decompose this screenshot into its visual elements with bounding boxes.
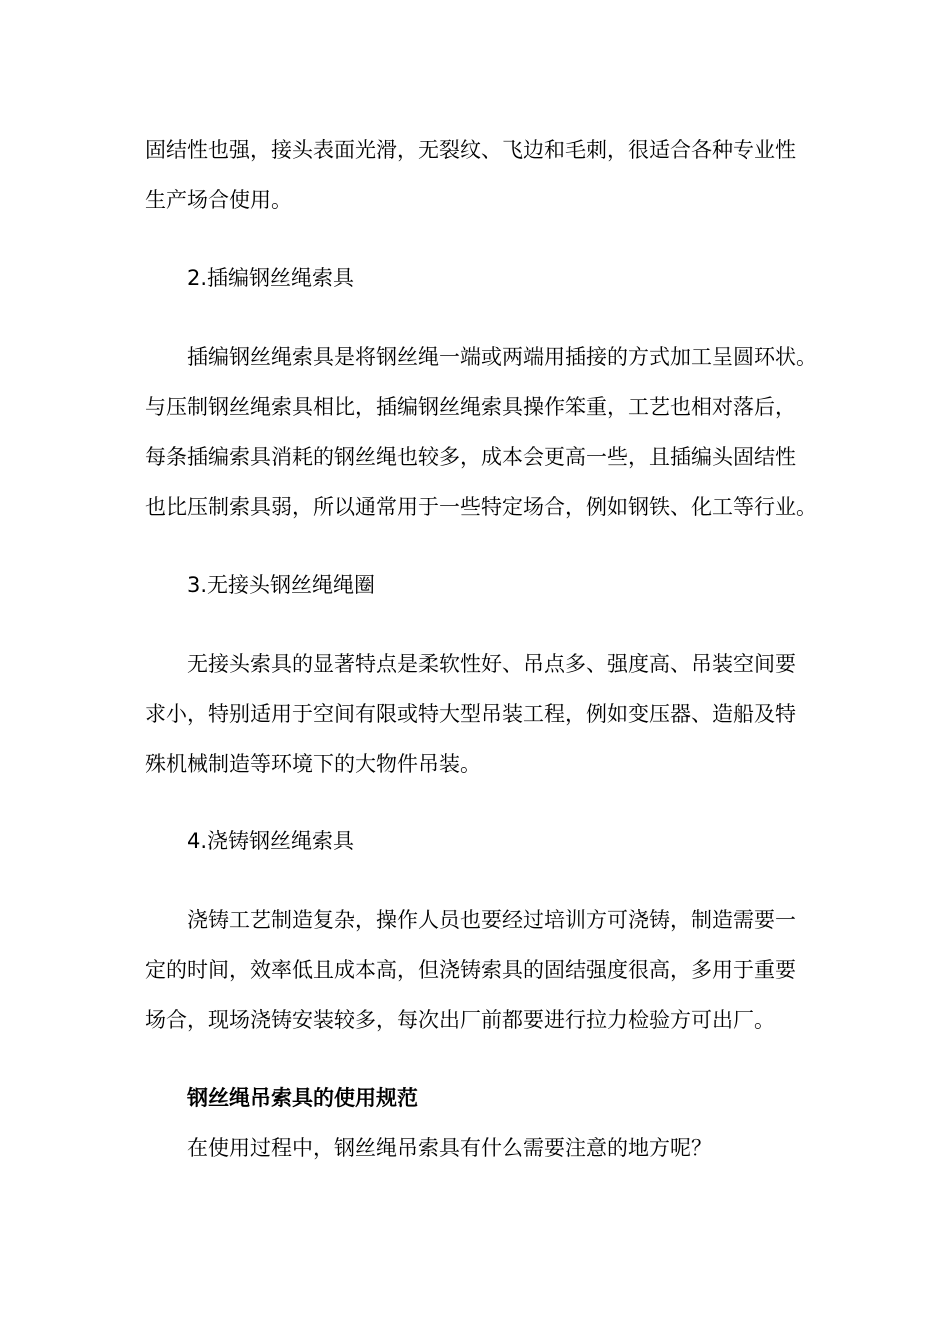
paragraph-line: 与压制钢丝绳索具相比，插编钢丝绳索具操作笨重，工艺也相对落后，: [145, 395, 796, 419]
paragraph-line: 求小，特别适用于空间有限或特大型吊装工程，例如变压器、造船及特: [145, 702, 796, 726]
paragraph-line: 殊机械制造等环境下的大物件吊装。: [145, 752, 481, 776]
paragraph-line: 生产场合使用。: [145, 188, 292, 212]
section-heading-2: 2.插编钢丝绳索具: [187, 266, 355, 290]
paragraph-line: 场合，现场浇铸安装较多，每次出厂前都要进行拉力检验方可出厂。: [145, 1008, 775, 1032]
paragraph-line: 浇铸工艺制造复杂，操作人员也要经过培训方可浇铸，制造需要一: [187, 908, 796, 932]
usage-section-heading: 钢丝绳吊索具的使用规范: [187, 1086, 418, 1110]
paragraph-line: 也比压制索具弱，所以通常用于一些特定场合，例如钢铁、化工等行业。: [145, 495, 817, 519]
paragraph-line: 插编钢丝绳索具是将钢丝绳一端或两端用插接的方式加工呈圆环状。: [187, 345, 817, 369]
paragraph-line: 无接头索具的显著特点是柔软性好、吊点多、强度高、吊装空间要: [187, 652, 796, 676]
section-heading-3: 3.无接头钢丝绳绳圈: [187, 573, 376, 597]
paragraph-line: 在使用过程中，钢丝绳吊索具有什么需要注意的地方呢？: [187, 1136, 712, 1160]
paragraph-line: 固结性也强，接头表面光滑，无裂纹、飞边和毛刺，很适合各种专业性: [145, 138, 796, 162]
paragraph-line: 每条插编索具消耗的钢丝绳也较多，成本会更高一些，且插编头固结性: [145, 445, 796, 469]
section-heading-4: 4.浇铸钢丝绳索具: [187, 829, 355, 853]
paragraph-line: 定的时间，效率低且成本高，但浇铸索具的固结强度很高，多用于重要: [145, 958, 796, 982]
